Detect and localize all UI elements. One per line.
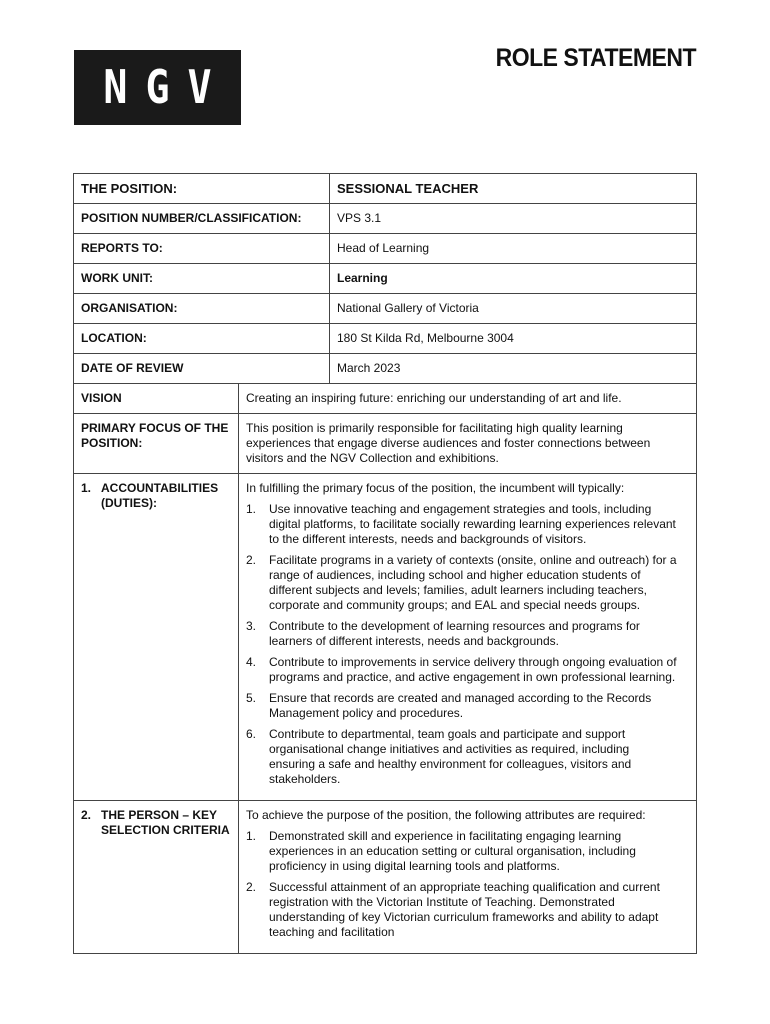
- person-content: [239, 801, 696, 953]
- detail-label: LOCATION:: [74, 324, 330, 353]
- item-text: Contribute to improvements in service delivery through ongoing evaluation of programs and practice, and active engagement in own professional learning.: [269, 655, 677, 684]
- item-text: Successful attainment of an appropriate teaching qualification and current registration with the Victorian Institute of Teaching. Demonstrated understanding of key Victorian curriculum frameworks and ability to adapt teaching and facilitation: [269, 880, 660, 939]
- list-item: [246, 553, 689, 613]
- item-number: 5.: [246, 691, 257, 705]
- detail-value: National Gallery of Victoria: [337, 301, 479, 315]
- item-text: Facilitate programs in a variety of contexts (onsite, online and outreach) for a range of audiences, including school and higher education students of different subjects and levels; families, adult learners including teachers, corporate and community groups; and EAL and special needs groups.: [269, 553, 677, 612]
- list-item: [246, 691, 689, 721]
- detail-label: REPORTS TO:: [74, 234, 330, 263]
- item-text: Ensure that records are created and managed according to the Records Management policy and procedures.: [269, 691, 652, 720]
- list-item: [246, 880, 689, 940]
- accountabilities-label-cell: [74, 474, 239, 800]
- criteria-list: [246, 829, 689, 940]
- accountabilities-intro: In fulfilling the primary focus of the position, the incumbent will typically:: [246, 481, 625, 495]
- item-number: 1.: [246, 502, 257, 516]
- detail-value: Learning: [337, 271, 388, 285]
- detail-row-organisation: [74, 294, 696, 324]
- person-intro: To achieve the purpose of the position, the following attributes are required:: [246, 808, 646, 822]
- item-text: Demonstrated skill and experience in facilitating engaging learning experiences in an education setting or cultural organisation, including proficiency in using digital learning tools and platforms.: [269, 829, 636, 873]
- section-label: ACCOUNTABILITIES (DUTIES):: [101, 481, 219, 510]
- ngv-logo: [74, 50, 241, 125]
- list-item: [246, 829, 689, 874]
- person-label-cell: [74, 801, 239, 953]
- vision-text: Creating an inspiring future: enriching our understanding of art and life.: [246, 391, 622, 405]
- detail-value: Head of Learning: [337, 241, 430, 255]
- primary-focus-label: PRIMARY FOCUS OF THE POSITION:: [74, 414, 239, 473]
- item-number: 2.: [246, 553, 257, 567]
- vision-label: VISION: [74, 384, 239, 413]
- primary-focus-text: This position is primarily responsible for facilitating high quality learning experiences that engage diverse audiences and foster connections between visitors and the NGV Collection and exhibitions.: [246, 421, 651, 465]
- detail-value: VPS 3.1: [337, 211, 382, 225]
- role-table: [73, 173, 697, 954]
- detail-row-classification: [74, 204, 696, 234]
- detail-value: March 2023: [337, 361, 401, 375]
- accountabilities-row: [74, 474, 696, 801]
- detail-label: POSITION NUMBER/CLASSIFICATION:: [74, 204, 330, 233]
- section-label: THE PERSON – KEY SELECTION CRITERIA: [101, 808, 230, 837]
- detail-row-date-of-review: [74, 354, 696, 384]
- detail-label: THE POSITION:: [74, 174, 330, 203]
- accountabilities-list: [246, 502, 689, 787]
- item-number: 1.: [246, 829, 257, 843]
- detail-row-work-unit: [74, 264, 696, 294]
- section-number: 1.: [81, 481, 92, 495]
- accountabilities-content: [239, 474, 696, 800]
- item-text: Use innovative teaching and engagement strategies and tools, including digital platforms, to facilitate socially rewarding learning experiences relevant to the different interests, needs and backgrounds of visitors.: [269, 502, 676, 546]
- list-item: [246, 619, 689, 649]
- list-item: [246, 502, 689, 547]
- detail-row-reports-to: [74, 234, 696, 264]
- person-row: [74, 801, 696, 953]
- detail-value: SESSIONAL TEACHER: [337, 181, 479, 196]
- item-text: Contribute to departmental, team goals and participate and support organisational change initiatives and activities as required, including ensuring a safe and healthy environment for colleagues, visitors and stakeholders.: [269, 727, 632, 786]
- detail-row-location: [74, 324, 696, 354]
- item-number: 4.: [246, 655, 257, 669]
- item-number: 2.: [246, 880, 257, 894]
- item-number: 6.: [246, 727, 257, 741]
- section-number: 2.: [81, 808, 92, 822]
- detail-label: DATE OF REVIEW: [74, 354, 330, 383]
- logo-text: NGV: [103, 61, 230, 114]
- primary-focus-row: [74, 414, 696, 474]
- list-item: [246, 727, 689, 787]
- item-text: Contribute to the development of learning resources and programs for learners of different interests, needs and backgrounds.: [269, 619, 640, 648]
- detail-label: ORGANISATION:: [74, 294, 330, 323]
- detail-value: 180 St Kilda Rd, Melbourne 3004: [337, 331, 514, 345]
- item-number: 3.: [246, 619, 257, 633]
- detail-row-position: [74, 174, 696, 204]
- list-item: [246, 655, 689, 685]
- vision-row: [74, 384, 696, 414]
- document-title: ROLE STATEMENT: [495, 42, 696, 72]
- detail-label: WORK UNIT:: [74, 264, 330, 293]
